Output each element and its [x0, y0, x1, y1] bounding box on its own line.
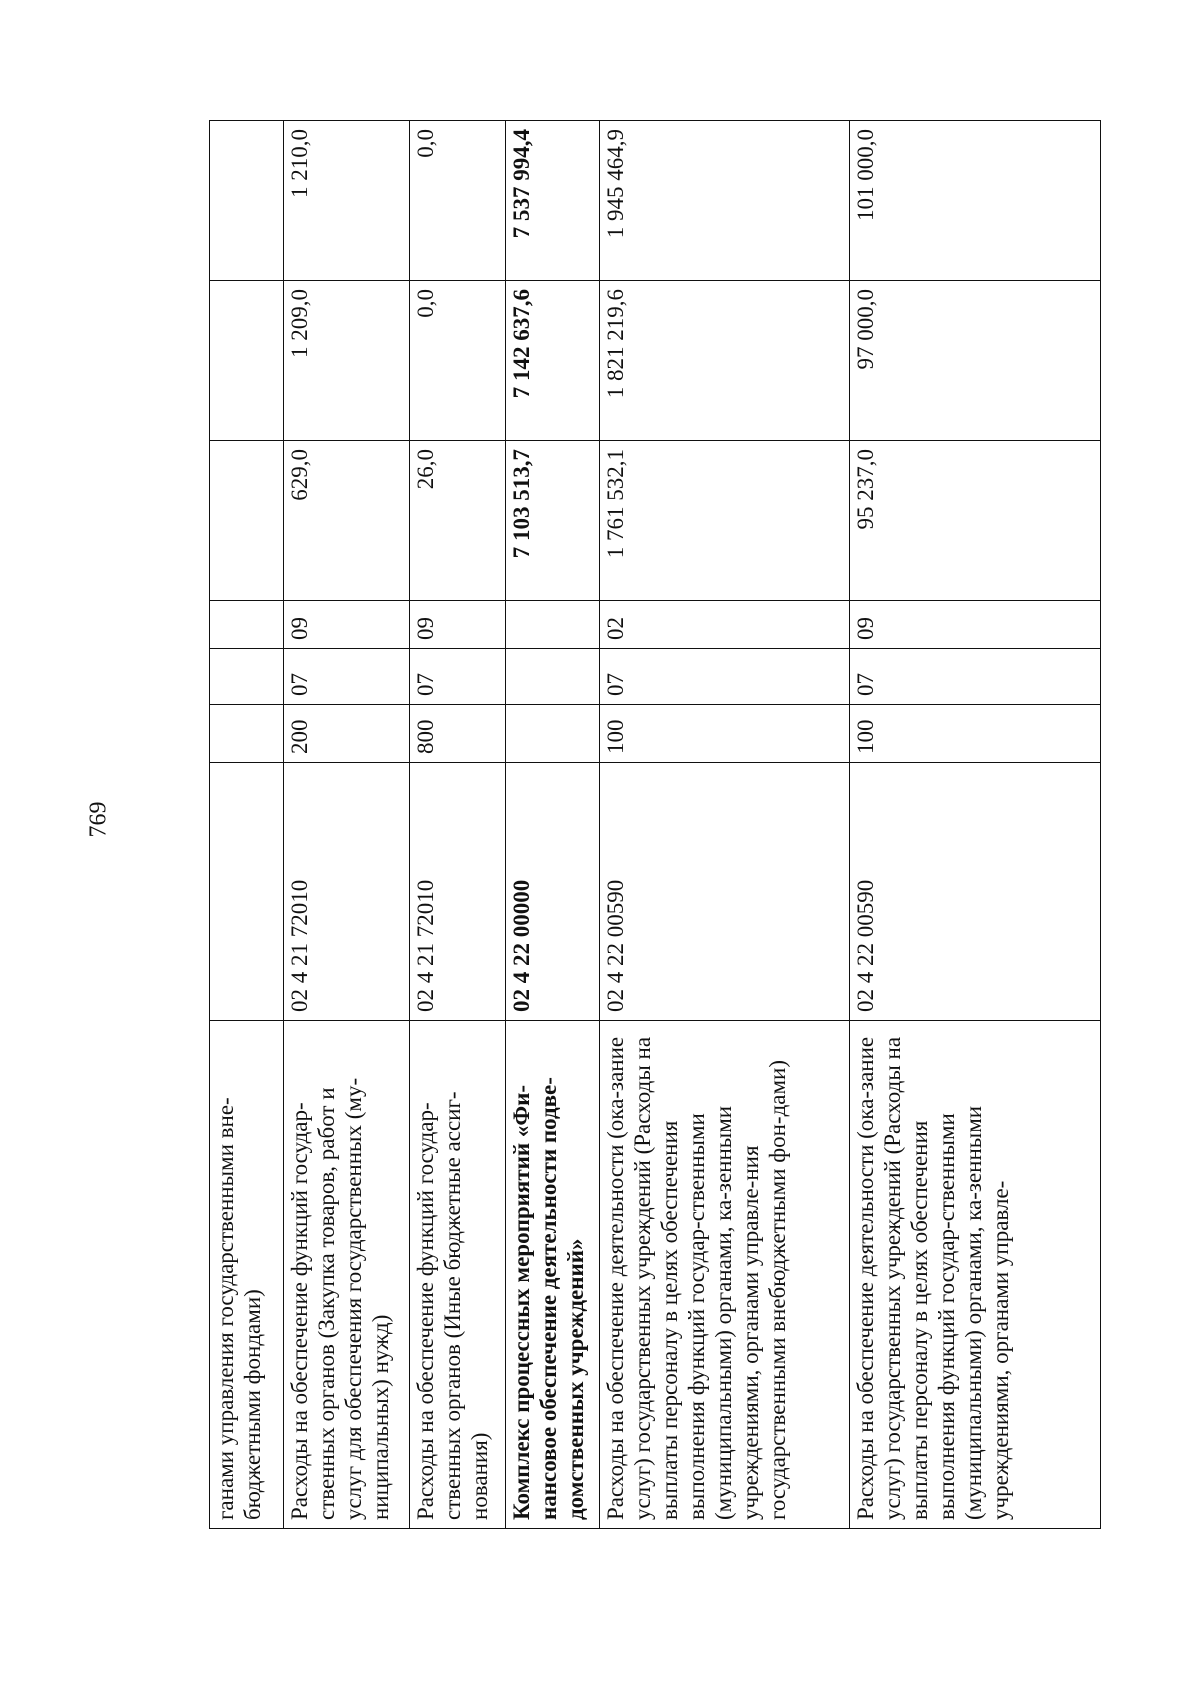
- row-subsection: 02: [600, 601, 850, 649]
- row-subsection: 09: [284, 601, 410, 649]
- row-amount-2: 1 821 219,6: [600, 281, 850, 441]
- row-amount-3: 101 000,0: [850, 121, 1101, 281]
- row-section: 07: [284, 649, 410, 705]
- row-amount-1: 26,0: [410, 441, 506, 601]
- row-description: Расходы на обеспечение деятельности (ока-зание услуг) государственных учреждений (Расходы на выплаты персоналу в целях обеспечения выполнения функций государ-ственными (муниципальными) органами, ка-зенными учреждениями, органами управле-ния государственными внебюджетными фон-дами): [600, 1021, 850, 1529]
- table-row: [850, 121, 1101, 1529]
- row-amount-1: [210, 441, 284, 601]
- row-subsection: [210, 601, 284, 649]
- row-section: [210, 649, 284, 705]
- row-amount-3: [210, 121, 284, 281]
- row-target-code: 02 4 22 00590: [600, 763, 850, 1021]
- row-amount-2: [210, 281, 284, 441]
- row-target-code: [210, 763, 284, 1021]
- row-expense-type: 800: [410, 705, 506, 763]
- page-number: 769: [85, 801, 112, 838]
- row-target-code: 02 4 21 72010: [284, 763, 410, 1021]
- row-section: [506, 649, 600, 705]
- budget-table-container: [209, 121, 1100, 1529]
- table-row: [600, 121, 850, 1529]
- row-amount-2: 0,0: [410, 281, 506, 441]
- row-amount-3: 1 945 464,9: [600, 121, 850, 281]
- budget-table-rotated: [209, 121, 1100, 1529]
- row-expense-type: 100: [600, 705, 850, 763]
- row-description: Расходы на обеспечение функций государ-ственных органов (Иные бюджетные ассиг-нования): [410, 1021, 506, 1529]
- row-subsection: [506, 601, 600, 649]
- row-expense-type: [210, 705, 284, 763]
- table-body: [210, 121, 1101, 1529]
- table-row: [506, 121, 600, 1529]
- budget-table: [209, 120, 1101, 1529]
- row-subsection: 09: [410, 601, 506, 649]
- row-section: 07: [850, 649, 1101, 705]
- row-expense-type: 100: [850, 705, 1101, 763]
- row-amount-1: 629,0: [284, 441, 410, 601]
- row-amount-1: 7 103 513,7: [506, 441, 600, 601]
- table-row: [210, 121, 284, 1529]
- row-amount-3: 7 537 994,4: [506, 121, 600, 281]
- row-expense-type: [506, 705, 600, 763]
- row-amount-2: 97 000,0: [850, 281, 1101, 441]
- row-amount-1: 95 237,0: [850, 441, 1101, 601]
- row-amount-3: 0,0: [410, 121, 506, 281]
- row-amount-3: 1 210,0: [284, 121, 410, 281]
- row-description: Расходы на обеспечение функций государ-ственных органов (Закупка товаров, работ и услуг для обеспечения государственных (му-ниципальных) нужд): [284, 1021, 410, 1529]
- row-section: 07: [410, 649, 506, 705]
- table-row: [410, 121, 506, 1529]
- table-row: [284, 121, 410, 1529]
- row-description: ганами управления государственными вне-бюджетными фондами): [210, 1021, 284, 1529]
- row-amount-1: 1 761 532,1: [600, 441, 850, 601]
- row-amount-2: 7 142 637,6: [506, 281, 600, 441]
- row-description: Комплекс процессных мероприятий «Фи-нансовое обеспечение деятельности подве-домственных учреждений»: [506, 1021, 600, 1529]
- row-description: Расходы на обеспечение деятельности (ока-зание услуг) государственных учреждений (Расходы на выплаты персоналу в целях обеспечения выполнения функций государ-ственными (муниципальными) органами, ка-зенными учреждениями, органами управле-: [850, 1021, 1101, 1529]
- row-expense-type: 200: [284, 705, 410, 763]
- row-amount-2: 1 209,0: [284, 281, 410, 441]
- row-target-code: 02 4 21 72010: [410, 763, 506, 1021]
- row-section: 07: [600, 649, 850, 705]
- row-target-code: 02 4 22 00590: [850, 763, 1101, 1021]
- row-subsection: 09: [850, 601, 1101, 649]
- row-target-code: 02 4 22 00000: [506, 763, 600, 1021]
